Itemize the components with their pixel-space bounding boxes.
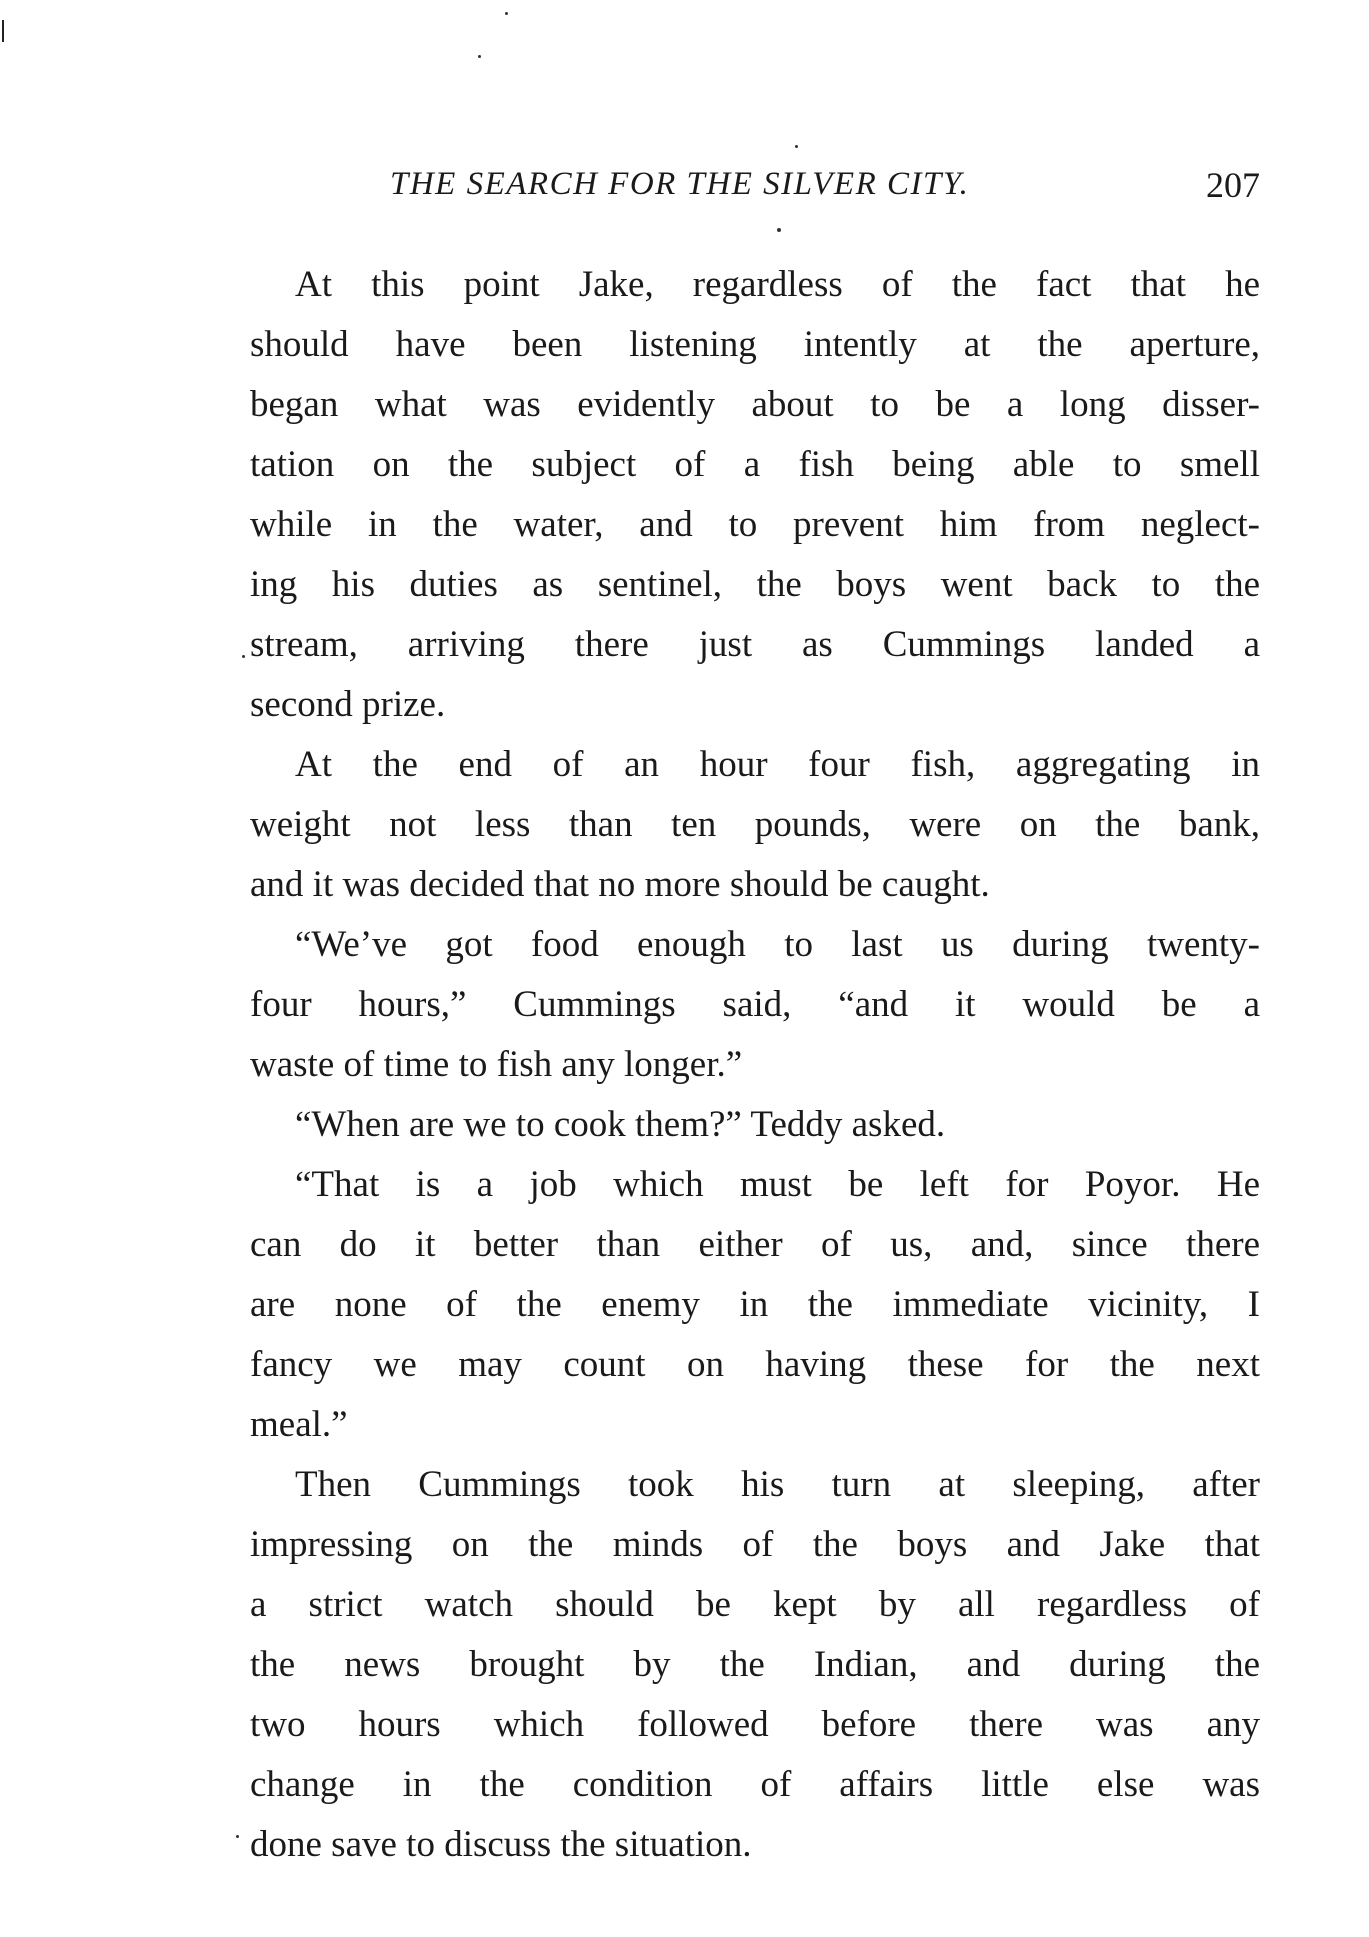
- text-line: while in the water, and to prevent him from neglect-: [250, 504, 1260, 545]
- text-line: “That is a job which must be left for Poyor. He: [295, 1164, 1260, 1205]
- text-line: fancy we may count on having these for the next: [250, 1344, 1260, 1385]
- text-line: weight not less than ten pounds, were on the bank,: [250, 804, 1260, 845]
- text-line: the news brought by the Indian, and during the: [250, 1644, 1260, 1685]
- text-line: can do it better than either of us, and, since there: [250, 1224, 1260, 1265]
- text-line: and it was decided that no more should be caught.: [250, 864, 990, 905]
- paragraph: [250, 255, 1260, 735]
- text-line: change in the condition of affairs little else was: [250, 1764, 1260, 1805]
- paragraph: [250, 735, 1260, 915]
- text-line: Then Cummings took his turn at sleeping, after: [295, 1464, 1260, 1505]
- text-line: tation on the subject of a fish being able to smell: [250, 444, 1260, 485]
- text-line: second prize.: [250, 684, 446, 725]
- print-speck: [505, 12, 508, 15]
- text-line: should have been listening intently at the aperture,: [250, 324, 1260, 365]
- paragraph: [250, 1095, 1260, 1155]
- running-title: THE SEARCH FOR THE SILVER CITY.: [390, 166, 970, 202]
- text-line: impressing on the minds of the boys and Jake that: [250, 1524, 1260, 1565]
- text-line: four hours,” Cummings said, “and it would be a: [250, 984, 1260, 1025]
- print-speck: [478, 55, 481, 58]
- text-line: “When are we to cook them?” Teddy asked.: [295, 1104, 946, 1145]
- print-speck: [795, 145, 798, 148]
- running-head: [250, 160, 1260, 210]
- text-line: done save to discuss the situation.: [250, 1824, 752, 1865]
- print-speck: [236, 1835, 239, 1838]
- text-line: stream, arriving there just as Cummings landed a: [250, 624, 1260, 665]
- body-text: [250, 255, 1260, 1875]
- paragraph: [250, 1455, 1260, 1875]
- text-line: At the end of an hour four fish, aggregating in: [295, 744, 1260, 785]
- text-line: ing his duties as sentinel, the boys went back to the: [250, 564, 1260, 605]
- text-line: waste of time to fish any longer.”: [250, 1044, 743, 1085]
- text-line: At this point Jake, regardless of the fact that he: [295, 264, 1260, 305]
- text-line: a strict watch should be kept by all regardless of: [250, 1584, 1260, 1625]
- page-number: 207: [1206, 165, 1260, 205]
- paragraph: [250, 915, 1260, 1095]
- scan-edge-mark: [2, 20, 4, 42]
- text-line: two hours which followed before there was any: [250, 1704, 1260, 1745]
- text-line: “We’ve got food enough to last us during twenty-: [295, 924, 1260, 965]
- print-speck: [777, 228, 781, 232]
- text-line: began what was evidently about to be a long disser-: [250, 384, 1260, 425]
- print-speck: [242, 655, 245, 658]
- paragraph: [250, 1155, 1260, 1455]
- text-line: are none of the enemy in the immediate vicinity, I: [250, 1284, 1260, 1325]
- text-line: meal.”: [250, 1404, 348, 1445]
